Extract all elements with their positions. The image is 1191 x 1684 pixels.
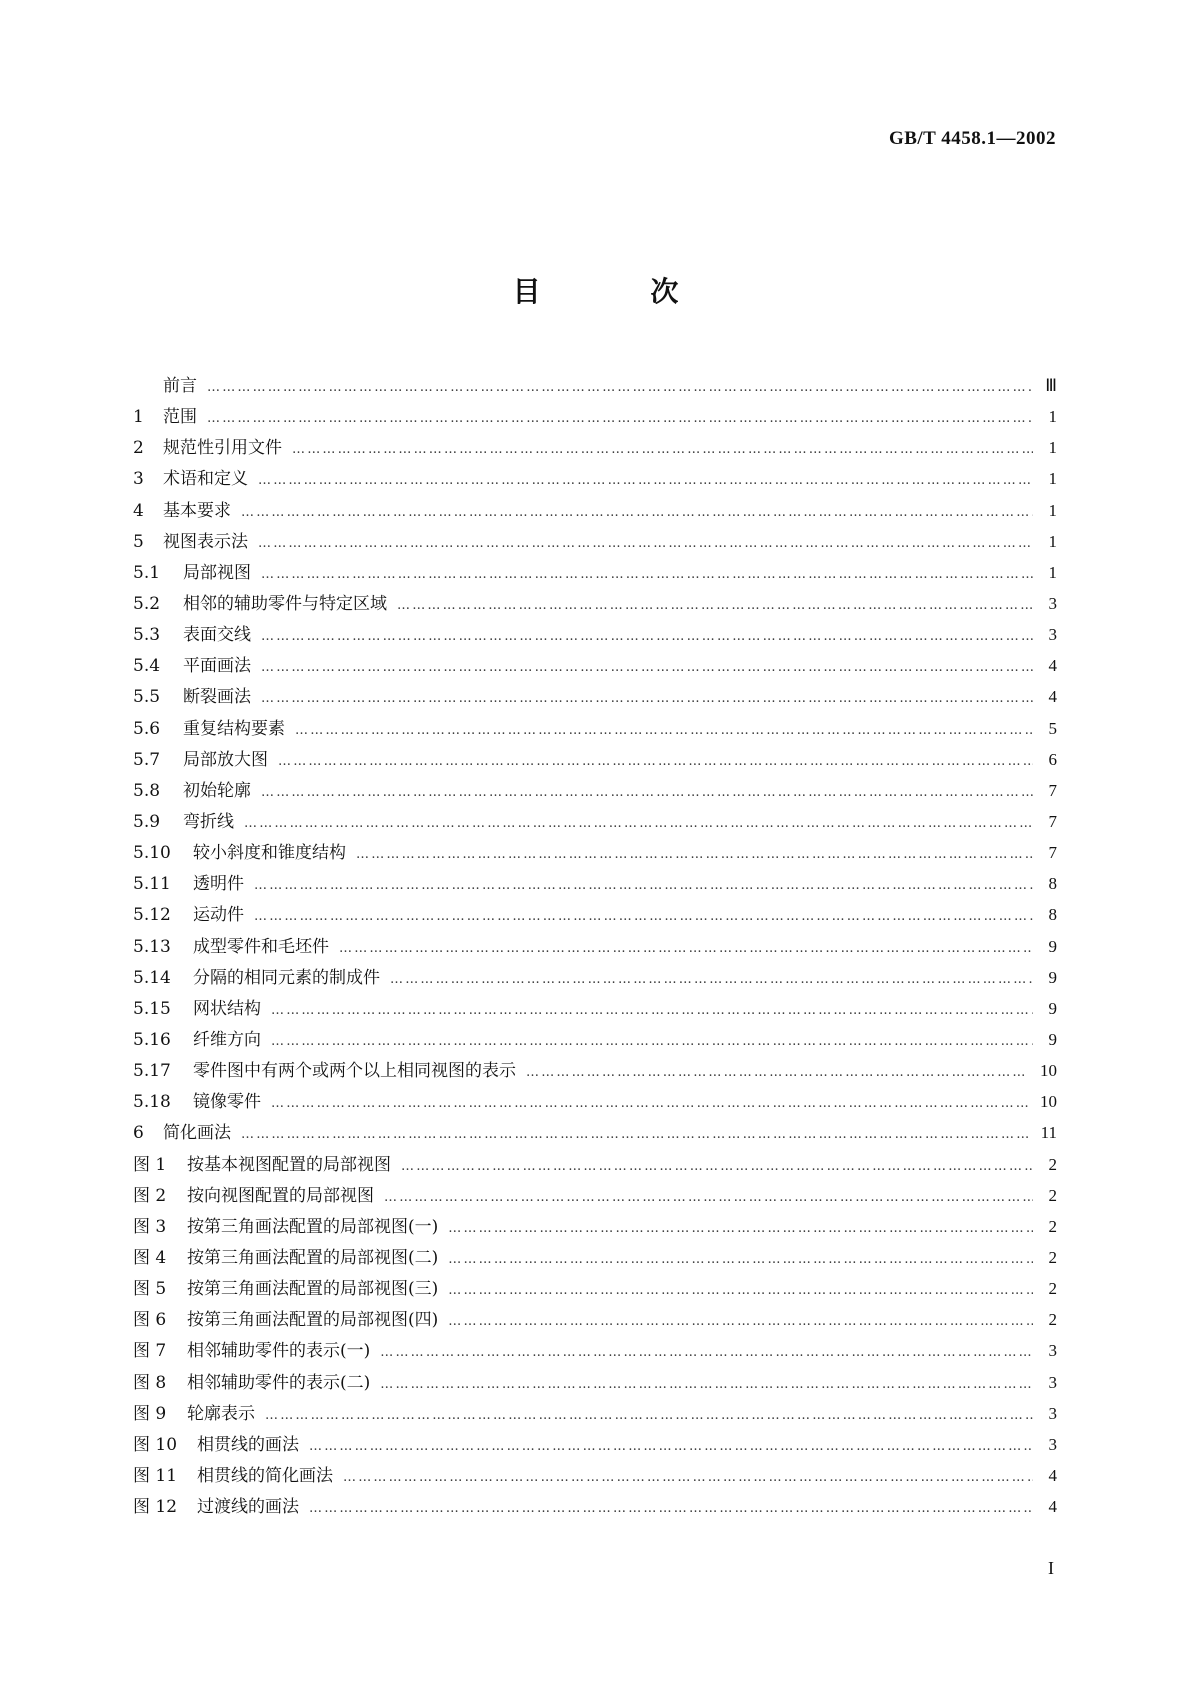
toc-entry[interactable] (133, 1242, 1057, 1273)
toc-entry[interactable] (133, 1460, 1057, 1491)
toc-entry-title: 局部放大图 (183, 749, 268, 770)
standard-code: GB/T 4458.1—2002 (888, 128, 1056, 149)
toc-dot-leader (384, 1182, 1033, 1213)
toc-dot-leader (401, 1151, 1033, 1182)
toc-entry-page: 2 (1048, 1310, 1057, 1330)
toc-entry[interactable] (133, 370, 1057, 401)
toc-entry[interactable] (133, 1491, 1057, 1522)
toc-entry-number: 5.15 (133, 998, 171, 1019)
toc-dot-leader (295, 715, 1033, 746)
toc-entry-page: 1 (1048, 562, 1057, 582)
toc-entry[interactable] (133, 868, 1057, 899)
toc-entry[interactable] (133, 526, 1057, 557)
toc-dot-leader (292, 434, 1033, 465)
toc-entry-number: 图 2 (133, 1185, 167, 1206)
toc-entry-page: 9 (1048, 1029, 1057, 1049)
toc-dot-leader (380, 1369, 1033, 1400)
toc-entry[interactable] (133, 681, 1057, 712)
toc-entry[interactable] (133, 899, 1057, 930)
toc-entry-title: 网状结构 (193, 998, 261, 1019)
toc-entry-number: 5.16 (133, 1029, 171, 1050)
toc-entry[interactable] (133, 557, 1057, 588)
toc-entry-page: 9 (1048, 998, 1057, 1018)
toc-entry-page: 4 (1048, 1465, 1057, 1485)
toc-entry-title: 运动件 (193, 905, 244, 926)
toc-entry-title: 范围 (163, 407, 197, 428)
toc-entry[interactable] (133, 962, 1057, 993)
toc-entry-page: 8 (1048, 874, 1057, 894)
toc-entry-page: 1 (1048, 500, 1057, 520)
toc-entry[interactable] (133, 650, 1057, 681)
toc-entry-page: 11 (1040, 1123, 1057, 1143)
toc-entry[interactable] (133, 495, 1057, 526)
toc-entry-title: 轮廓表示 (187, 1403, 255, 1424)
toc-entry[interactable] (133, 1367, 1057, 1398)
toc-entry-title: 术语和定义 (163, 469, 248, 490)
toc-entry-title: 透明件 (193, 874, 244, 895)
toc-dot-leader (254, 870, 1033, 901)
toc-entry-number: 图 8 (133, 1372, 167, 1393)
toc-entry-title: 表面交线 (183, 625, 251, 646)
toc-entry-number: 5.13 (133, 936, 171, 957)
toc-entry[interactable] (133, 1304, 1057, 1335)
toc-entry-title: 断裂画法 (183, 687, 251, 708)
toc-entry-number: 5.2 (133, 593, 161, 614)
toc-dot-leader (390, 964, 1033, 995)
page-title: 目 次 (512, 275, 729, 308)
toc-entry-number: 图 6 (133, 1310, 167, 1331)
toc-entry-page: 3 (1048, 1434, 1057, 1454)
toc-entry-number: 5.9 (133, 811, 161, 832)
toc-entry-title: 按第三角画法配置的局部视图(一) (187, 1216, 439, 1237)
toc-entry-number: 4 (133, 500, 144, 521)
toc-entry-page: 8 (1048, 905, 1057, 925)
toc-entry-page: 2 (1048, 1216, 1057, 1236)
toc-entry-page: 1 (1048, 531, 1057, 551)
toc-entry[interactable] (133, 1117, 1057, 1148)
toc-entry-page: 3 (1048, 1341, 1057, 1361)
toc-entry-title: 相邻辅助零件的表示(一) (187, 1341, 371, 1362)
toc-entry-title: 过渡线的画法 (197, 1497, 299, 1518)
toc-entry-title: 前言 (163, 376, 197, 396)
toc-dot-leader (261, 683, 1033, 714)
toc-entry-page: 4 (1048, 687, 1057, 707)
toc-entry-page: 9 (1048, 967, 1057, 987)
toc-entry-number: 5.6 (133, 718, 161, 739)
toc-dot-leader (261, 559, 1033, 590)
toc-entry-number: 5.14 (133, 967, 171, 988)
toc-dot-leader (258, 465, 1033, 496)
toc-entry-title: 相邻辅助零件的表示(二) (187, 1372, 371, 1393)
toc-entry-page: 5 (1048, 718, 1057, 738)
toc-entry-title: 按向视图配置的局部视图 (187, 1185, 374, 1206)
toc-entry[interactable] (133, 806, 1057, 837)
toc-entry[interactable] (133, 432, 1057, 463)
toc-entry-title: 按第三角画法配置的局部视图(三) (187, 1279, 439, 1300)
toc-entry-page: 4 (1048, 656, 1057, 676)
toc-dot-leader (448, 1306, 1033, 1337)
toc-entry-title: 平面画法 (183, 656, 251, 677)
toc-entry-title: 相邻的辅助零件与特定区域 (183, 593, 387, 614)
toc-dot-leader (309, 1431, 1033, 1462)
toc-entry-number: 5.1 (133, 562, 161, 583)
toc-dot-leader (261, 621, 1033, 652)
toc-entry-page: 4 (1048, 1497, 1057, 1517)
toc-dot-leader (526, 1057, 1028, 1088)
toc-entry-title: 局部视图 (183, 562, 251, 583)
toc-entry-page: 3 (1048, 1372, 1057, 1392)
toc-entry-title: 按第三角画法配置的局部视图(四) (187, 1310, 439, 1331)
table-of-contents (133, 370, 1057, 1522)
toc-dot-leader (244, 808, 1033, 839)
toc-entry-page: 10 (1040, 1092, 1057, 1112)
toc-entry-page: 2 (1048, 1154, 1057, 1174)
toc-entry-title: 初始轮廓 (183, 780, 251, 801)
toc-dot-leader (207, 403, 1033, 434)
toc-entry-number: 5 (133, 531, 144, 552)
toc-dot-leader (356, 839, 1033, 870)
toc-entry-title: 按第三角画法配置的局部视图(二) (187, 1247, 439, 1268)
toc-entry-title: 纤维方向 (193, 1029, 261, 1050)
toc-entry-page: 2 (1048, 1279, 1057, 1299)
toc-entry-title: 规范性引用文件 (163, 438, 282, 459)
toc-entry-page: 1 (1048, 407, 1057, 427)
toc-dot-leader (261, 777, 1033, 808)
toc-entry[interactable] (133, 1273, 1057, 1304)
page-number: I (1048, 1558, 1054, 1578)
toc-entry[interactable] (133, 619, 1057, 650)
toc-entry-page: 2 (1048, 1185, 1057, 1205)
toc-entry-title: 重复结构要素 (183, 718, 285, 739)
toc-entry-page: 6 (1048, 749, 1057, 769)
toc-entry-number: 图 7 (133, 1341, 167, 1362)
toc-entry-page: 7 (1048, 811, 1057, 831)
toc-dot-leader (397, 590, 1033, 621)
toc-dot-leader (339, 933, 1033, 964)
toc-dot-leader (258, 528, 1033, 559)
toc-entry[interactable] (133, 588, 1057, 619)
toc-entry-page: 7 (1048, 780, 1057, 800)
toc-entry-title: 视图表示法 (163, 531, 248, 552)
toc-entry-title: 简化画法 (163, 1123, 231, 1144)
toc-dot-leader (448, 1244, 1033, 1275)
toc-entry[interactable] (133, 1055, 1057, 1086)
toc-entry-title: 成型零件和毛坯件 (193, 936, 329, 957)
toc-entry[interactable] (133, 931, 1057, 962)
toc-entry-number: 5.5 (133, 687, 161, 708)
toc-entry-title: 较小斜度和锥度结构 (193, 843, 346, 864)
toc-entry-number: 图 10 (133, 1434, 178, 1455)
toc-entry[interactable] (133, 463, 1057, 494)
toc-entry-number: 图 11 (133, 1465, 178, 1486)
toc-dot-leader (380, 1337, 1033, 1368)
toc-entry-number: 图 12 (133, 1497, 178, 1518)
toc-dot-leader (241, 1119, 1029, 1150)
toc-entry-page: 7 (1048, 843, 1057, 863)
toc-entry-title: 相贯线的画法 (197, 1434, 299, 1455)
toc-entry-title: 相贯线的简化画法 (197, 1465, 333, 1486)
toc-entry-number: 5.17 (133, 1061, 171, 1082)
toc-entry[interactable] (133, 401, 1057, 432)
toc-entry-title: 镜像零件 (193, 1092, 261, 1113)
toc-entry-page: 9 (1048, 936, 1057, 956)
toc-entry-number: 1 (133, 407, 144, 428)
toc-entry-number: 5.18 (133, 1092, 171, 1113)
toc-entry-number: 5.7 (133, 749, 161, 770)
toc-entry-number: 图 4 (133, 1247, 167, 1268)
toc-entry[interactable] (133, 1335, 1057, 1366)
toc-entry-number: 图 5 (133, 1279, 167, 1300)
toc-dot-leader (448, 1213, 1033, 1244)
toc-dot-leader (261, 652, 1033, 683)
toc-dot-leader (278, 746, 1033, 777)
toc-entry[interactable] (133, 1429, 1057, 1460)
toc-dot-leader (271, 995, 1033, 1026)
toc-entry[interactable] (133, 1211, 1057, 1242)
toc-entry-page: 1 (1048, 438, 1057, 458)
toc-entry-page: 3 (1048, 1403, 1057, 1423)
toc-entry-number: 5.10 (133, 843, 171, 864)
toc-entry[interactable] (133, 837, 1057, 868)
toc-entry-number: 5.4 (133, 656, 161, 677)
toc-dot-leader (254, 901, 1033, 932)
toc-entry-number: 5.12 (133, 905, 171, 926)
toc-entry-number: 6 (133, 1123, 144, 1144)
toc-dot-leader (271, 1088, 1028, 1119)
toc-dot-leader (448, 1275, 1033, 1306)
toc-entry-number: 2 (133, 438, 144, 459)
toc-entry-number: 图 9 (133, 1403, 167, 1424)
toc-entry-title: 基本要求 (163, 500, 231, 521)
toc-entry-title: 分隔的相同元素的制成件 (193, 967, 380, 988)
toc-entry-page: Ⅲ (1045, 376, 1057, 395)
toc-entry[interactable] (133, 1024, 1057, 1055)
toc-entry[interactable] (133, 775, 1057, 806)
toc-dot-leader (207, 372, 1033, 403)
toc-entry-page: 2 (1048, 1247, 1057, 1267)
toc-entry[interactable] (133, 744, 1057, 775)
toc-dot-leader (271, 1026, 1033, 1057)
toc-entry-number: 图 3 (133, 1216, 167, 1237)
toc-entry-page: 10 (1040, 1061, 1057, 1081)
toc-entry-title: 按基本视图配置的局部视图 (187, 1154, 391, 1175)
toc-entry-number: 5.11 (133, 874, 171, 895)
toc-entry-number: 图 1 (133, 1154, 167, 1175)
toc-entry-page: 3 (1048, 593, 1057, 613)
toc-entry[interactable] (133, 1149, 1057, 1180)
toc-entry-number: 5.3 (133, 625, 161, 646)
toc-entry[interactable] (133, 1398, 1057, 1429)
toc-dot-leader (265, 1400, 1033, 1431)
toc-dot-leader (343, 1462, 1033, 1493)
toc-entry-title: 弯折线 (183, 811, 234, 832)
toc-dot-leader (241, 497, 1033, 528)
toc-entry[interactable] (133, 1086, 1057, 1117)
toc-entry[interactable] (133, 993, 1057, 1024)
toc-entry[interactable] (133, 1180, 1057, 1211)
toc-entry-page: 1 (1048, 469, 1057, 489)
toc-entry[interactable] (133, 713, 1057, 744)
toc-dot-leader (309, 1493, 1033, 1524)
toc-entry-title: 零件图中有两个或两个以上相同视图的表示 (193, 1061, 516, 1082)
toc-entry-number: 3 (133, 469, 144, 490)
toc-entry-page: 3 (1048, 625, 1057, 645)
toc-entry-number: 5.8 (133, 780, 161, 801)
